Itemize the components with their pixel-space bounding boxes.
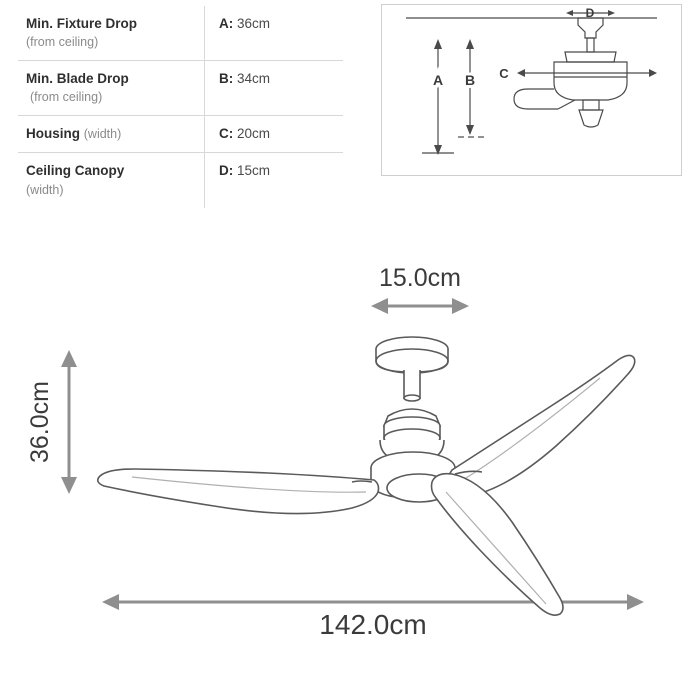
table-row	[18, 153, 343, 208]
dimension-a	[422, 39, 454, 155]
schematic-label-d: D	[585, 6, 595, 20]
schematic-svg	[382, 5, 681, 175]
spec-label: Ceiling Canopy	[26, 163, 125, 179]
table-row	[18, 116, 343, 153]
spec-sublabel: (width)	[83, 127, 122, 142]
specifications-table	[18, 6, 343, 208]
schematic-label-b: B	[464, 72, 476, 88]
spec-label: Min. Fixture Drop	[26, 16, 137, 31]
table-row	[18, 61, 343, 116]
spec-key: A:	[219, 16, 234, 31]
spec-label-cell	[18, 61, 205, 116]
spec-key: D:	[219, 163, 234, 179]
motor-top	[565, 52, 616, 62]
spec-value: 20cm	[237, 126, 271, 142]
spec-key: C:	[219, 126, 234, 142]
schematic-label-c: C	[499, 66, 509, 81]
spec-value: 15cm	[237, 163, 271, 179]
motor-housing	[554, 62, 627, 100]
fan-blade-upper-right	[448, 355, 635, 496]
fan-illustration	[0, 230, 700, 700]
downrod-base	[404, 395, 420, 401]
dimension-b	[458, 39, 484, 137]
spec-value: 36cm	[237, 16, 271, 31]
spec-value-cell	[205, 6, 344, 61]
spec-label-cell	[18, 6, 205, 61]
light-fitter	[583, 100, 599, 110]
canopy-shape	[578, 18, 603, 38]
fan-blade	[514, 89, 558, 109]
table-row	[18, 6, 343, 61]
spec-label: Housing	[26, 126, 80, 142]
spec-key: B:	[219, 71, 234, 87]
drop-height-label: 36.0cm	[26, 381, 54, 463]
fan-svg	[0, 230, 700, 700]
dimension-canopy-width	[371, 298, 469, 314]
spec-value-cell	[205, 153, 344, 208]
canopy-width-label: 15.0cm	[379, 264, 461, 292]
schematic-label-a: A	[432, 72, 444, 88]
spec-value-cell	[205, 61, 344, 116]
dimension-drop-height	[61, 350, 77, 494]
spec-value-cell	[205, 116, 344, 153]
downrod	[404, 370, 420, 398]
spec-label-cell	[18, 116, 205, 153]
spec-sublabel: (from ceiling)	[30, 90, 103, 105]
downrod	[587, 38, 594, 52]
spec-label: Min. Blade Drop	[26, 71, 129, 87]
fan-body	[98, 337, 635, 615]
dimension-c	[517, 69, 657, 77]
fan-blade-left	[98, 469, 379, 514]
fan-blade-lower-right	[432, 474, 564, 615]
blade-span-label: 142.0cm	[319, 609, 427, 640]
spec-sublabel: (width)	[26, 182, 64, 197]
blade-arm	[558, 100, 575, 109]
spec-label-cell	[18, 153, 205, 208]
spec-value: 34cm	[237, 71, 271, 87]
schematic-diagram	[381, 4, 682, 176]
spec-sublabel: (from ceiling)	[26, 35, 99, 50]
light-shade	[579, 110, 603, 127]
